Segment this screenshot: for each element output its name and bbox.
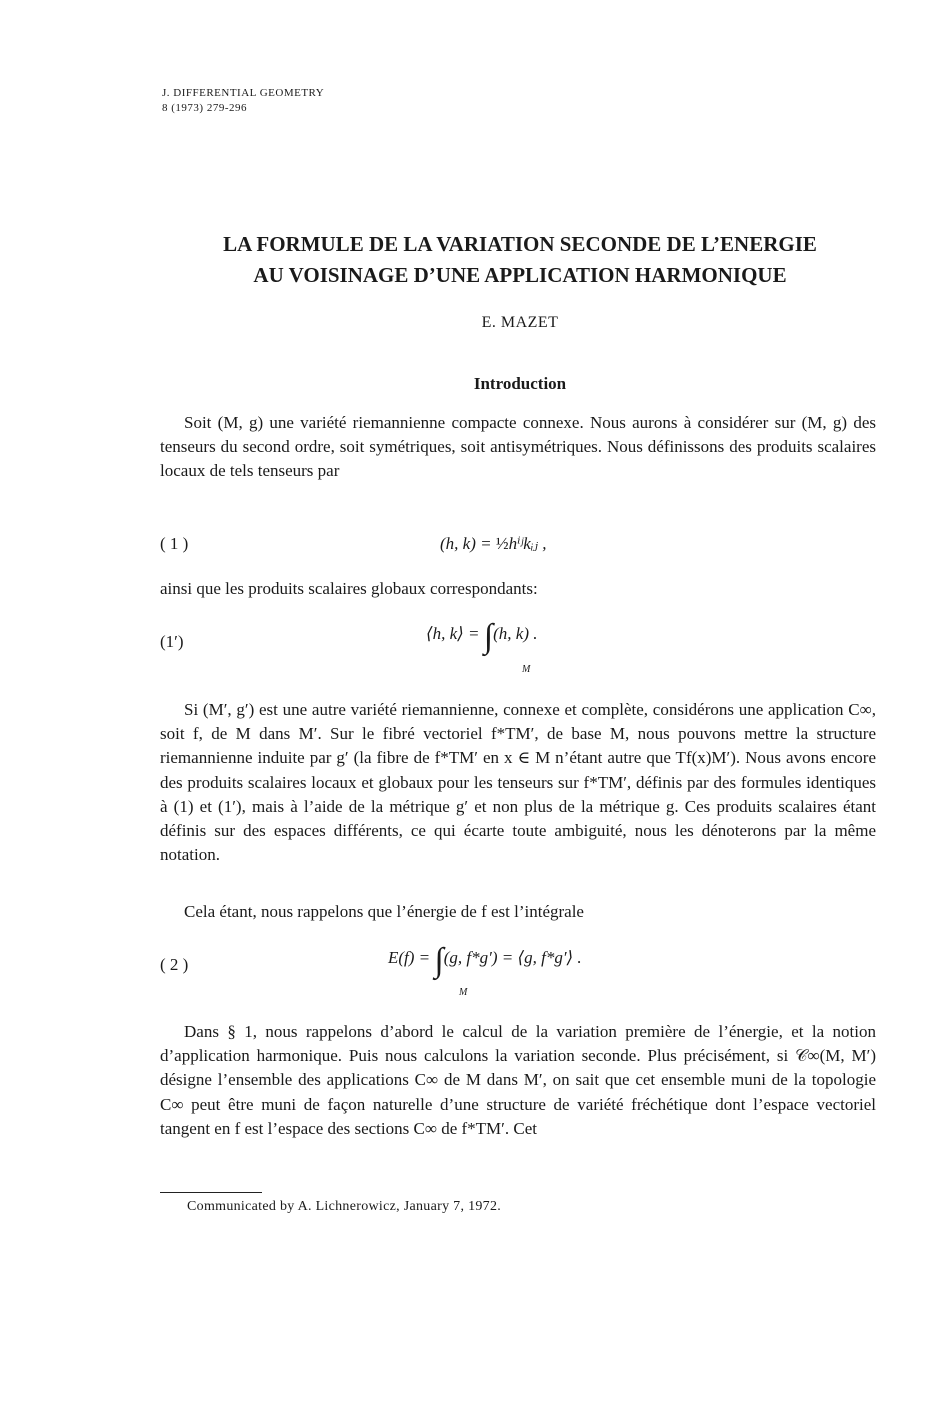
integral-sign: ∫ [483,618,494,655]
title-line-2: AU VOISINAGE D’UNE APPLICATION HARMONIQUE [253,263,787,287]
equation-1-label: ( 1 ) [160,534,189,553]
equation-1p-rhs: (h, k) . [493,624,538,643]
equation-2-rhs: (g, f*g′) = ⟨g, f*g′⟩ . [443,948,582,967]
journal-citation: 8 (1973) 279-296 [162,102,247,114]
author: E. MAZET [481,314,559,331]
equation-1-frac: ½ [495,534,509,553]
integral-domain: M [522,664,531,675]
integral-domain: M [459,987,468,998]
footnote-rule [160,1192,262,1193]
footnote: Communicated by A. Lichnerowicz, January 7, 1972. [187,1199,502,1214]
journal-name: J. DIFFERENTIAL GEOMETRY [162,87,325,99]
section-title: Introduction [473,374,567,393]
paragraph-2: ainsi que les produits scalaires globaux correspondants: [160,579,538,598]
journal-header [162,86,324,116]
paragraph-3: Si (M′, g′) est une autre variété riemannienne, connexe et complète, considérons une application C∞, soit f, de M dans M′. Sur le fibré vectoriel f*TM′, de base M, nous pouvons mettre la structure riemannienne induite par g′ (la fibre de f*TM′ en x ∈ M n’étant autre que Tf(x)M′). Nous avons encore des produits scalaires locaux et globaux pour les tenseurs sur f*TM′, définis par des formules identiques à (1) et (1′), mais à l’aide de la métrique g′ et non plus de la métrique g. Ces produits scalaires étant définis sur des espaces différents, ce qui écarte toute ambiguité, nous les dénoterons par la même notation. [160,700,876,865]
equation-2-label: ( 2 ) [160,955,189,974]
equation-1 [440,534,547,554]
equation-2-lhs: E(f) = [388,948,435,967]
paragraph-4: Cela étant, nous rappelons que l’énergie de f est l’intégrale [184,902,584,921]
equation-1p [426,620,538,654]
equation-1-rhs: hⁱʲkᵢⱼ , [508,534,547,553]
paragraph-5: Dans § 1, nous rappelons d’abord le calcul de la variation première de l’énergie, et la notion d’application harmonique. Puis nous calculons la variation seconde. Plus précisément, si 𝒞∞(M, M′) désigne l’ensemble des applications C∞ de M dans M′, on sait que cet ensemble muni de la topologie C∞ peut être muni de façon naturelle d’une structure de variété fréchétique dont l’espace vectoriel tangent en f est l’espace des sections C∞ de f*TM′. Cet [160,1022,876,1138]
paragraph-1: Soit (M, g) une variété riemannienne compacte connexe. Nous aurons à considérer sur (M, g) des tenseurs du second ordre, soit symétriques, soit antisymétriques. Nous définissons des produits scalaires locaux de tels tenseurs par [160,413,876,481]
paper-title [120,229,920,291]
integral-sign: ∫ [434,942,444,979]
equation-1p-lhs: ⟨h, k⟩ = [426,624,484,643]
title-line-1: LA FORMULE DE LA VARIATION SECONDE DE L’ENERGIE [223,232,817,256]
equation-2 [388,944,582,978]
equation-1p-label: (1′) [160,632,184,651]
equation-1-lhs: (h, k) = [440,534,496,553]
